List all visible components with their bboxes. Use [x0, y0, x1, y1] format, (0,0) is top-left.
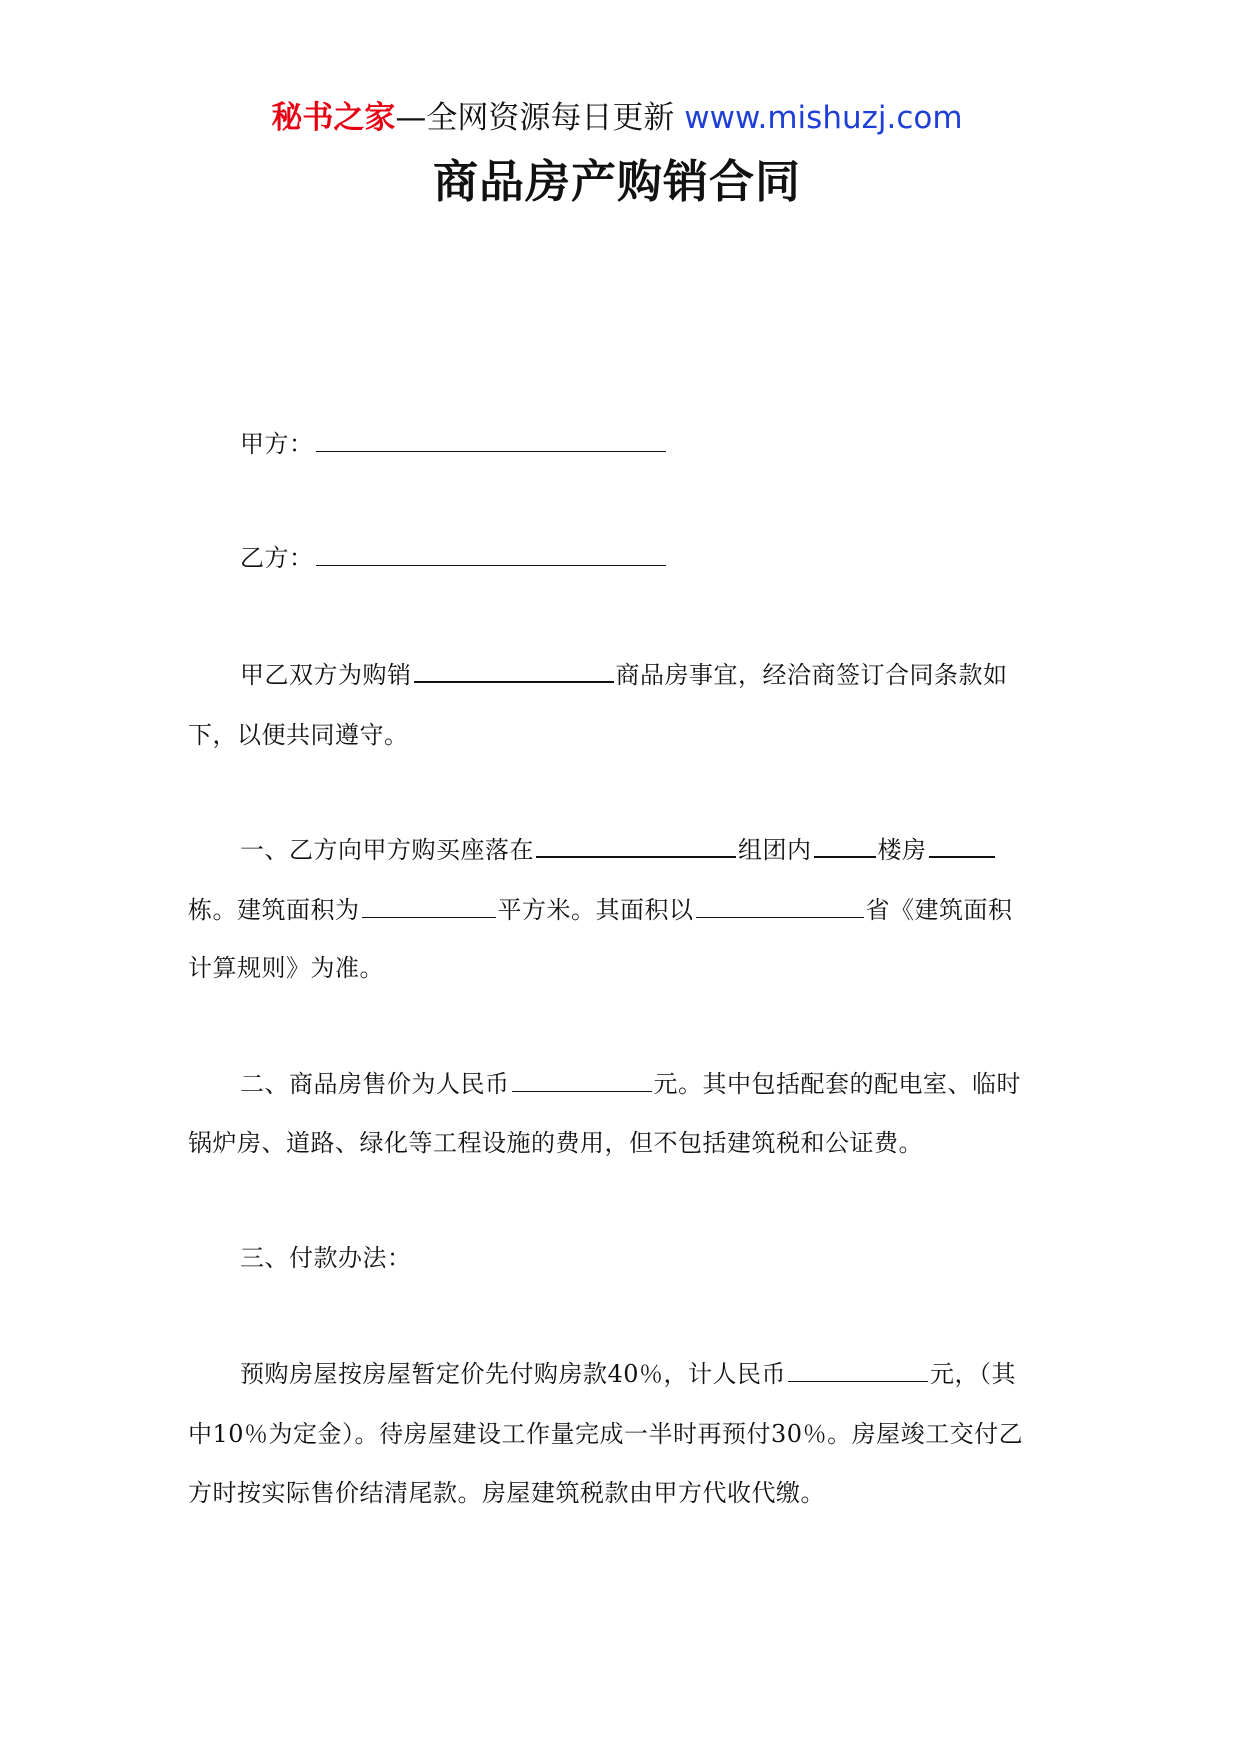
clause1-text-6: 省《建筑面积 [865, 896, 1013, 924]
clause2-text-2: 元。其中包括配套的配电室、临时 [653, 1070, 1021, 1098]
location-blank [536, 832, 736, 858]
header-slogan: —全网资源每日更新 [395, 100, 685, 136]
clause1-line-1 [240, 832, 997, 868]
intro-text-1: 甲乙双方为购销 [240, 661, 412, 689]
group-blank [814, 832, 876, 858]
building-blank [929, 832, 995, 858]
clause3-heading: 三、付款办法： [240, 1244, 412, 1272]
site-header [0, 98, 1234, 138]
clause1-line-2 [188, 892, 1013, 928]
clause2-line-2: 锅炉房、道路、绿化等工程设施的费用，但不包括建筑税和公证费。 [188, 1129, 923, 1157]
clause1-text-5: 平方米。其面积以 [497, 896, 694, 924]
clause1-text-2: 组团内 [738, 836, 812, 864]
party-a-line [240, 426, 668, 462]
party-b-line [240, 540, 668, 576]
clause3-line-2: 中10％为定金）。待房屋建设工作量完成一半时再预付30％。房屋竣工交付乙 [188, 1420, 1024, 1448]
intro-line-1 [240, 657, 1008, 693]
site-url: www.mishuzj.com [684, 100, 963, 136]
property-name-blank [414, 657, 614, 683]
party-b-label: 乙方： [240, 544, 314, 572]
clause1-line-3: 计算规则》为准。 [188, 954, 384, 982]
party-a-label: 甲方： [240, 430, 314, 458]
clause1-text-4: 栋。建筑面积为 [188, 896, 360, 924]
clause3-line-3: 方时按实际售价结清尾款。房屋建筑税款由甲方代收代缴。 [188, 1479, 825, 1507]
clause2-text-1: 二、商品房售价为人民币 [240, 1070, 510, 1098]
brand-name: 秘书之家 [271, 100, 396, 136]
intro-text-2: 商品房事宜，经洽商签订合同条款如 [615, 661, 1008, 689]
area-blank [362, 893, 496, 918]
party-a-blank [316, 427, 666, 452]
document-title: 商品房产购销合同 [432, 155, 801, 208]
clause3-line-1 [240, 1356, 1016, 1392]
clause3-text-1: 预购房屋按房屋暂定价先付购房款40％，计人民币 [240, 1360, 787, 1388]
deposit-amount-blank [788, 1357, 928, 1382]
clause1-text-3: 楼房 [877, 836, 927, 864]
price-blank [512, 1067, 652, 1092]
clause2-line-1 [240, 1066, 1021, 1102]
clause3-text-2: 元，（其 [930, 1360, 1017, 1388]
intro-line-2: 下，以便共同遵守。 [188, 721, 409, 749]
province-blank [696, 893, 864, 918]
party-b-blank [316, 541, 666, 566]
clause1-text-1: 一、乙方向甲方购买座落在 [240, 836, 534, 864]
